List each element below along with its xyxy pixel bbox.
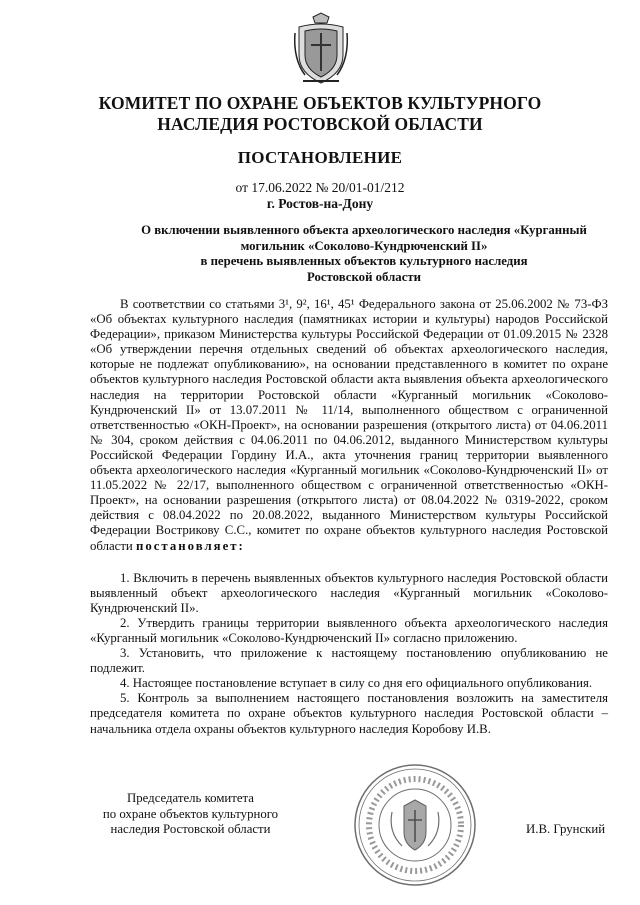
item-3: 3. Установить, что приложение к настоящему постановлению опубликованию не подлежит. [90,646,608,676]
subject-line2: могильник «Соколово-Кундрюченский II» [240,238,488,253]
signatory-name: И.В. Грунский [526,822,606,836]
document-subject [128,223,600,285]
coat-of-arms-emblem [291,11,351,89]
item-4: 4. Настоящее постановление вступает в силу со дня его официального опубликования. [120,676,593,691]
decree-word: постановляет: [135,538,245,553]
city: г. Ростов-на-Дону [266,196,374,211]
preamble-text: В соответствии со статьями 3¹, 9², 16¹, 45¹ Федерального закона от 25.06.2002 № 73-ФЗ «Об объектах культурного наследия (памятниках истории и культуры) народов Российской Федерации», приказом Министерства культуры Российской Федерации от 01.09.2015 № 2328 «Об утверждении перечня отдельных сведений об объектах археологического наследия, которые не подлежат опубликованию», на основании представленного в комитет по охране объектов культурного наследия Ростовской области акта выявления объекта археологического наследия на территории Ростовской области «Курганный могильник «Соколово-Кундрюченский II» от 13.07.2011 № 11/14, выполненного обществом с ограниченной ответственностью «ОКН-Проект», на основании разрешения (открытого листа) от 04.06.2011 № 304, сроком действия с 04.06.2011 по 04.06.2012, выданного Министерством культуры Российской Федерации Гордину И.А., акта уточнения границ территории выявленного объекта археологического наследия «Курганный могильник «Соколово-Кундрюченский II» от 11.05.2022 № 22/17, выполненного обществом с ограниченной ответственностью «ОКН-Проект», на основании разрешения (открытого листа) от 08.04.2022 № 0319-2022, сроком действия с 08.04.2022 по 20.08.2022, выданного Министерством культуры Российской Федерации Вострикову С.С., комитет по охране объектов культурного наследия Ростовской области [90,297,608,553]
official-seal [352,762,478,888]
document-body [90,297,608,737]
signatory-position-line1: Председатель комитета [127,791,254,805]
subject-line3: в перечень выявленных объектов культурного наследия [200,254,528,268]
organization-name [90,93,550,135]
item-2: 2. Утвердить границы территории выявленного объекта археологического наследия «Курганный могильник «Соколово-Кундрюченский II» согласно приложению. [90,615,608,645]
preamble-paragraph [90,297,608,554]
subject-line1: О включении выявленного объекта археологического наследия «Курганный [141,223,587,237]
item-1: 1. Включить в перечень выявленных объектов культурного наследия Ростовской области выявленный объект археологического наследия «Курганный могильник «Соколово-Кундрюченский II». [90,570,608,615]
subject-line4: Ростовской области [306,269,422,284]
signatory-position-line2: по охране объектов культурного [102,806,279,821]
document-type: ПОСТАНОВЛЕНИЕ [237,148,403,167]
organization-name-line1: КОМИТЕТ ПО ОХРАНЕ ОБЪЕКТОВ КУЛЬТУРНОГО [98,93,542,113]
organization-name-line2: НАСЛЕДИЯ РОСТОВСКОЙ ОБЛАСТИ [157,114,483,134]
date-and-number: от 17.06.2022 № 20/01-01/212 [235,180,405,195]
item-5: 5. Контроль за выполнением настоящего постановления возложить на заместителя председателя комитета по охране объектов культурного наследия Ростовской области – начальника отдела охраны объектов культурного наследия Коробову И.В. [90,691,608,736]
signatory-position-line3: наследия Ростовской области [110,822,271,836]
signatory-position [93,791,288,838]
